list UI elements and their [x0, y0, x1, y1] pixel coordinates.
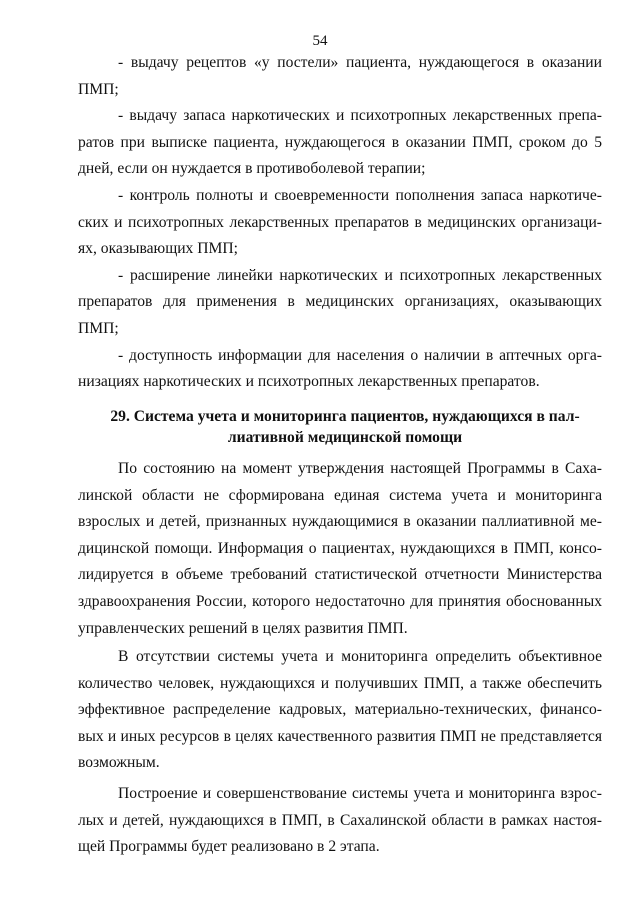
- list-item-2-line-1: - выдачу запаса наркотических и психотропных лекарственных препа-: [118, 107, 602, 125]
- paragraph-3-line-2: лых и детей, нуждающихся в ПМП, в Сахалинской области в рамках настоя-: [78, 811, 602, 829]
- list-item-1-line-2: ПМП;: [78, 80, 119, 98]
- paragraph-2-line-4: вых и иных ресурсов в целях качественного развития ПМП не представляется: [78, 727, 602, 745]
- paragraph-2: [78, 644, 602, 777]
- paragraph-3-line-1: Построение и совершенствование системы учета и мониторинга взрос-: [118, 785, 602, 802]
- paragraph-2-line-3: эффективное распределение кадровых, материально-технических, финансо-: [78, 701, 602, 719]
- paragraph-3-line-3: щей Программы будет реализовано в 2 этапа.: [78, 838, 380, 856]
- paragraph-1: [78, 456, 602, 642]
- list-item-4-line-3: ПМП;: [78, 319, 119, 337]
- paragraph-1-line-4: дицинской помощи. Информация о пациентах, нуждающихся в ПМП, консо-: [78, 539, 602, 557]
- paragraph-3: [78, 781, 602, 861]
- paragraph-2-line-5: возможным.: [78, 754, 160, 772]
- section-heading-line-1: 29. Система учета и мониторинга пациентов, нуждающихся в пал-: [110, 408, 580, 425]
- list-block: [78, 50, 602, 396]
- paragraph-1-line-7: управленческих решений в целях развития ПМП.: [78, 619, 408, 637]
- paragraph-2-line-2: количество человек, нуждающихся и получивших ПМП, а также обеспечить: [78, 674, 602, 692]
- section-heading-line-2: лиативной медицинской помощи: [227, 429, 463, 446]
- list-item-3-line-2: ских и психотропных лекарственных препаратов в медицинских организаци-: [78, 213, 602, 231]
- list-item-3-line-1: - контроль полноты и своевременности пополнения запаса наркотиче-: [118, 186, 602, 204]
- list-item-2-line-2: ратов при выписке пациента, нуждающегося в оказании ПМП, сроком до 5: [78, 133, 602, 151]
- list-item-4-line-2: препаратов для применения в медицинских организациях, оказывающих: [78, 293, 602, 311]
- paragraph-1-line-3: взрослых и детей, признанных нуждающимися в оказании паллиативной ме-: [78, 513, 602, 531]
- paragraph-1-line-1: По состоянию на момент утверждения настоящей Программы в Саха-: [118, 460, 602, 477]
- paragraph-1-line-5: лидируется в объеме требований статистической отчетности Министерства: [78, 566, 602, 584]
- paragraph-1-line-2: линской области не сформирована единая система учета и мониторинга: [78, 486, 602, 504]
- page-number: 54: [312, 33, 328, 49]
- list-item-5-line-1: - доступность информации для населения о наличии в аптечных орга-: [118, 346, 602, 364]
- paragraph-2-line-1: В отсутствии системы учета и мониторинга определить объективное: [118, 648, 602, 665]
- list-item-1-line-1: - выдачу рецептов «у постели» пациента, нуждающегося в оказании: [118, 54, 602, 71]
- paragraph-1-line-6: здравоохранения России, которого недостаточно для принятия обоснованных: [78, 592, 602, 610]
- section-heading: [90, 406, 600, 448]
- list-item-4-line-1: - расширение линейки наркотических и психотропных лекарственных: [118, 266, 602, 284]
- list-item-2-line-3: дней, если он нуждается в противоболевой терапии;: [78, 160, 426, 178]
- list-item-3-line-3: ях, оказывающих ПМП;: [78, 240, 238, 258]
- list-item-5-line-2: низациях наркотических и психотропных лекарственных препаратов.: [78, 373, 540, 391]
